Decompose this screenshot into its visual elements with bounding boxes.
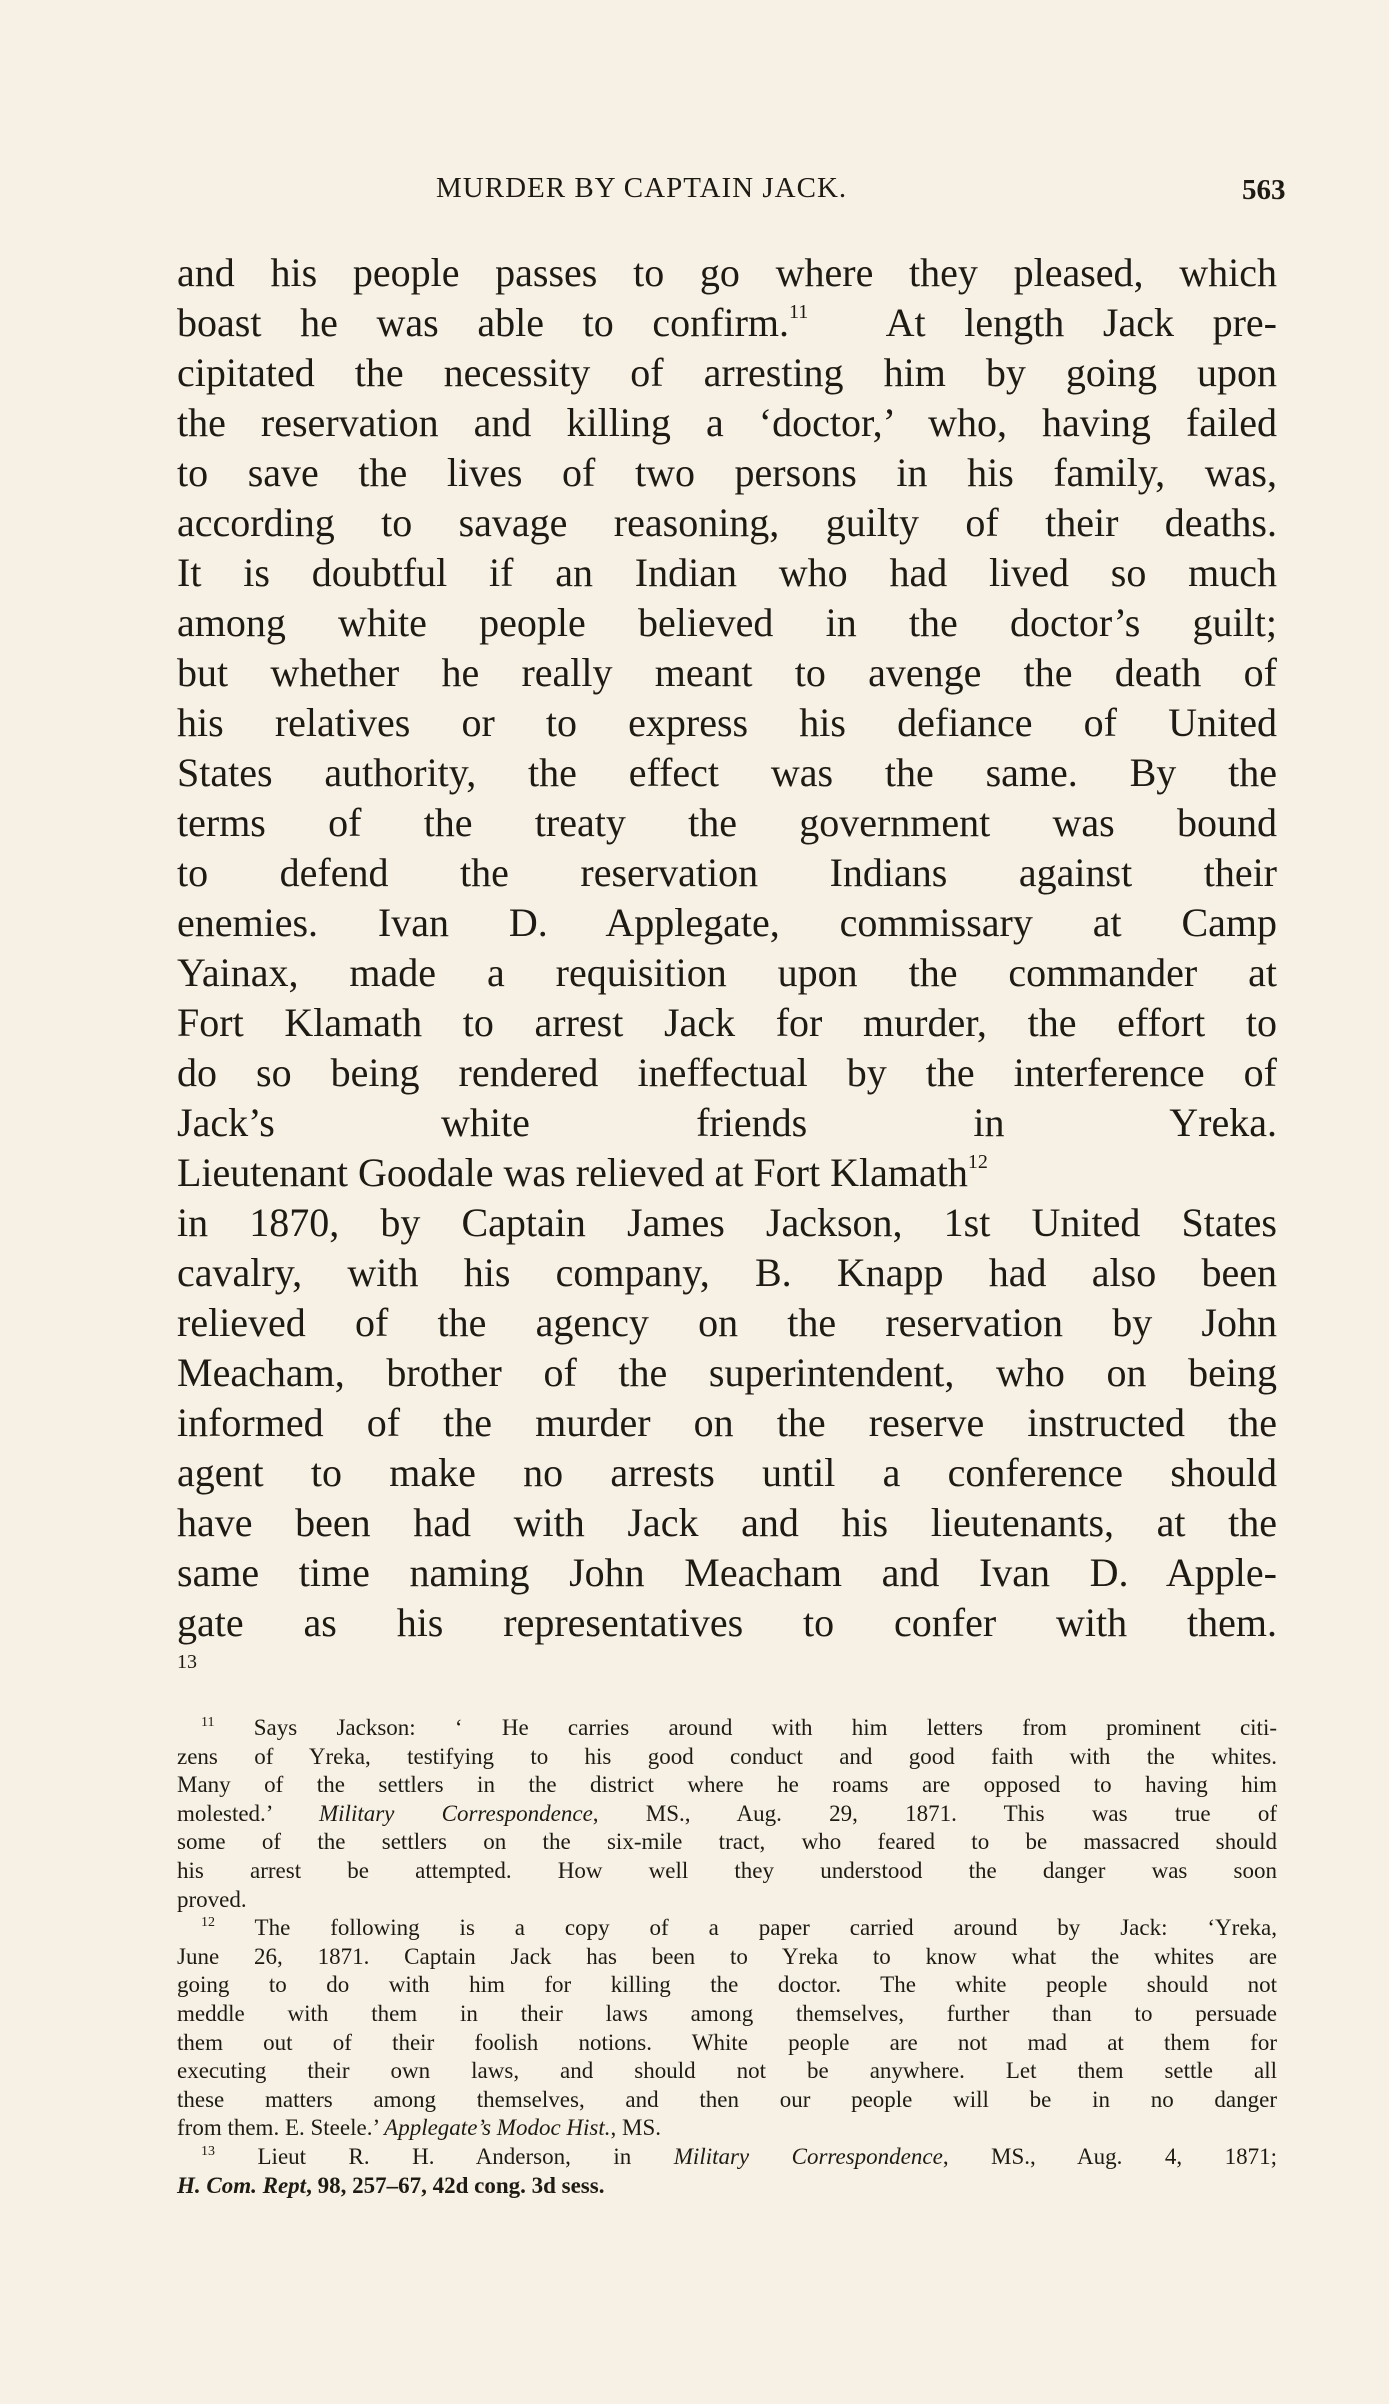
footnote-12: $^{12}$ The following is a copy of a paper carried around by Jack: ‘Yreka, — [201, 1915, 1277, 1941]
text-line: cavalry, with his company, B. Knapp had also been — [177, 1250, 1277, 1295]
footnote-ref-13: 13 — [177, 1651, 197, 1673]
footnote-line: executing their own laws, and should not be anywhere. Let them settle all — [177, 2058, 1277, 2084]
text-line: relieved of the agency on the reservation by John — [177, 1300, 1277, 1345]
source-title: Applegate’s Modoc Hist. — [384, 2115, 611, 2141]
footnotes — [177, 1714, 1277, 2200]
text-line: and his people passes to go where they pleased, which — [177, 250, 1277, 295]
text-line: Fort Klamath to arrest Jack for murder, the effort to — [177, 1000, 1277, 1045]
footnote-line: proved. — [177, 1886, 247, 1912]
footnote-line: molested.’ Military Correspondence, MS., Aug. 29, 1871. This was true of — [177, 1800, 1277, 1826]
footnote-line: H. Com. Rept, 98, 257–67, 42d cong. 3d sess. — [177, 2172, 605, 2198]
text-line: Yainax, made a requisition upon the commander at — [177, 950, 1277, 995]
footnote-ref-12: 12 — [967, 1151, 988, 1173]
text-line: among white people believed in the doctor’s guilt; — [177, 600, 1277, 645]
source-title: Military Correspondence — [673, 2143, 943, 2169]
text-line: Meacham, brother of the superintendent, who on being — [177, 1350, 1277, 1395]
text-line: do so being rendered ineffectual by the interference of — [177, 1050, 1277, 1095]
text-line: in 1870, by Captain James Jackson, 1st United States — [177, 1200, 1277, 1245]
text-line: terms of the treaty the government was bound — [177, 800, 1277, 845]
running-title: MURDER BY CAPTAIN JACK. — [436, 172, 848, 204]
text-line: agent to make no arrests until a conference should — [177, 1450, 1277, 1495]
running-head — [0, 172, 1389, 212]
footnote-13: $^{13}$ Lieut R. H. Anderson, in Military Correspondence, MS., Aug. 4, 1871; — [201, 2143, 1278, 2169]
footnote-line: Many of the settlers in the district where he roams are opposed to having him — [177, 1772, 1277, 1798]
body-text — [177, 248, 1277, 1698]
text-line: have been had with Jack and his lieutenants, at the — [177, 1500, 1277, 1545]
text-line: to save the lives of two persons in his family, was, — [177, 450, 1277, 495]
text-line: It is doubtful if an Indian who had lived so much — [177, 550, 1277, 595]
text-line: to defend the reservation Indians against their — [177, 850, 1277, 895]
footnote-line: his arrest be attempted. How well they understood the danger was soon — [177, 1857, 1277, 1883]
footnote-ref-11: 11 — [789, 301, 809, 323]
text-line: gate as his representatives to confer with them. — [177, 1600, 1277, 1645]
footnote-line: June 26, 1871. Captain Jack has been to Yreka to know what the whites are — [177, 1943, 1277, 1969]
page-number: 563 — [1242, 174, 1286, 206]
text-line: Lieutenant Goodale was relieved at Fort Klamath$^{12}$ — [177, 1150, 988, 1195]
footnote-line: from them. E. Steele.’ Applegate’s Modoc Hist., MS. — [177, 2115, 662, 2141]
footnote-11: $^{11}$ Says Jackson: ‘ He carries around with him letters from prominent citi- — [201, 1715, 1277, 1740]
text-line: Jack’s white friends in Yreka. — [177, 1100, 1277, 1145]
text-line: same time naming John Meacham and Ivan D. Apple- — [177, 1550, 1277, 1595]
text-line: States authority, the effect was the same. By the — [177, 750, 1277, 795]
text-line: cipitated the necessity of arresting him by going upon — [177, 350, 1277, 395]
footnote-line: meddle with them in their laws among themselves, further than to persuade — [177, 2000, 1277, 2026]
source-title: H. Com. Rept — [177, 2172, 307, 2198]
footnote-line: these matters among themselves, and then our people will be in no danger — [177, 2086, 1277, 2112]
text-line: according to savage reasoning, guilty of their deaths. — [177, 500, 1277, 545]
footnote-line: going to do with him for killing the doctor. The white people should not — [177, 1972, 1277, 1998]
footnote-line: them out of their foolish notions. White people are not mad at them for — [177, 2029, 1277, 2055]
text-line: but whether he really meant to avenge the death of — [177, 650, 1277, 695]
footnote-line: some of the settlers on the six-mile tract, who feared to be massacred should — [177, 1829, 1277, 1855]
text-line — [177, 1648, 1277, 1698]
source-title: Military Correspondence — [319, 1800, 593, 1826]
footnote-line: zens of Yreka, testifying to his good conduct and good faith with the whites. — [177, 1743, 1277, 1769]
text-line: informed of the murder on the reserve instructed the — [177, 1400, 1277, 1445]
text-line: boast he was able to confirm.$^{11}$ At length Jack pre- — [177, 300, 1278, 345]
text-line: the reservation and killing a ‘doctor,’ who, having failed — [177, 400, 1277, 445]
text-line: his relatives or to express his defiance of United — [177, 700, 1277, 745]
text-line: enemies. Ivan D. Applegate, commissary at Camp — [177, 900, 1277, 945]
